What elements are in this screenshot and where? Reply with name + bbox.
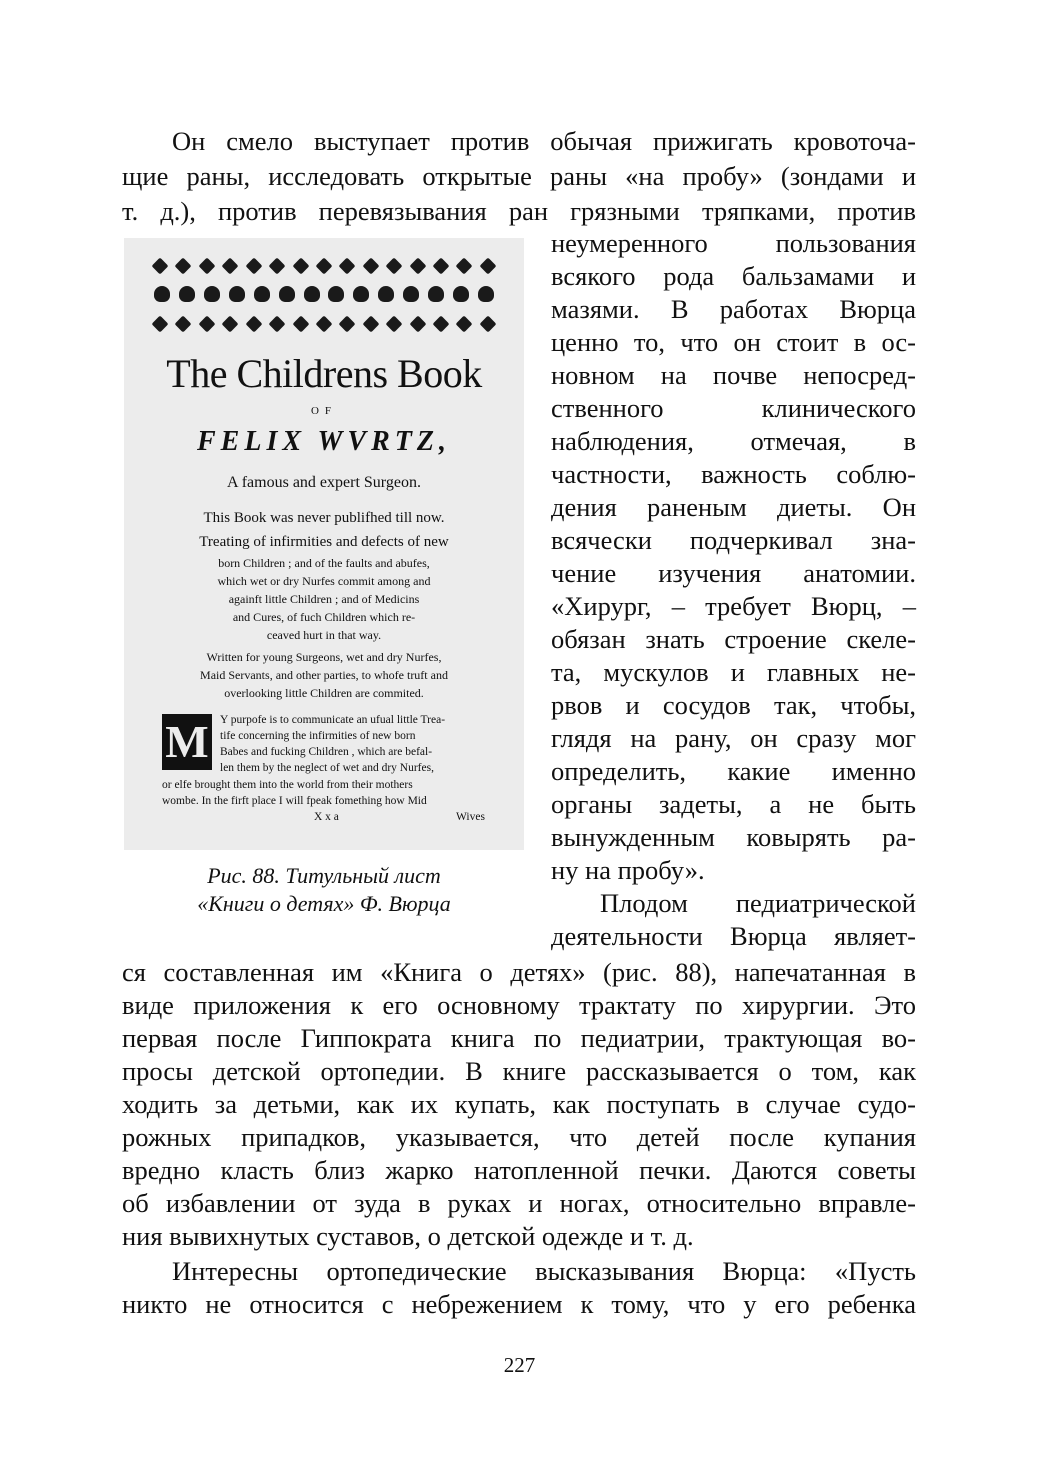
text-line-top-2: щие раны, исследовать открытые раны «на пробу» (зондами и [122,161,916,191]
text-line-bottom: рожных припадков, указывается, что детей после купания [122,1122,916,1152]
figure-line: againft little Children ; and of Medicins [228,592,420,606]
text-line-side: обязан знать строение скеле- [551,624,916,654]
text-line-side: глядя на рану, он сразу мог [551,723,916,753]
title-page-figure [124,238,524,850]
figure-title: The Childrens Book [166,351,482,396]
text-line-top-1: Он смело выступает против обычая прижигать кровоточа- [172,126,916,156]
figure-caption-line-1: Рис. 88. Титульный лист [207,863,441,888]
figure-line: This Book was never publifhed till now. [203,510,445,526]
ornament-row-icon [154,314,494,334]
figure-line: which wet or dry Nurfes commit among and [217,574,431,588]
text-line-side: органы задеты, а не быть [551,789,916,819]
figure-para-line: or elfe brought them into the world from their mothers [162,779,413,791]
text-line-bottom: просы детской ортопедии. В книге рассказывается о том, как [122,1056,916,1086]
figure-para-line: Wives [456,811,485,823]
text-line-side: наблюдения, отмечая, в [551,426,916,456]
text-line-side: та, мускулов и главных не- [551,657,916,687]
text-line-side: Плодом педиатрической [600,888,916,918]
figure-para-line: X x a [314,811,339,823]
text-line-side: деятельности Вюрца являет- [551,921,916,951]
figure-para-line: wombe. In the firft place I will fpeak fomething how Mid [162,795,427,807]
text-line-bottom: никто не относится с небрежением к тому, что у его ребенка [122,1289,916,1319]
figure-para-line: tife concerning the infirmities of new born [220,730,416,742]
text-line-side: ну на пробу». [551,855,705,885]
text-line-side: ственного клинического [551,393,916,423]
text-line-side: определить, какие именно [551,756,916,786]
text-line-side: неумеренного пользования [551,228,916,258]
text-line-side: вынужденным ковырять ра- [551,822,916,852]
text-line-bottom: ся составленная им «Книга о детях» (рис. 88), напечатанная в [122,957,916,987]
figure-line: Maid Servants, and other parties, to whofe truft and [200,668,448,682]
text-line-bottom: первая после Гиппократа книга по педиатрии, трактующая во- [122,1023,916,1053]
text-line-bottom: ния вывихнутых суставов, о детской одежде и т. д. [122,1221,694,1251]
text-line-side: чение изучения анатомии. [551,558,916,588]
drop-cap: M [162,714,212,770]
text-line-top-3: т. д.), против перевязывания ран грязными тряпками, против [122,196,916,226]
figure-para-line: Babes and fucking Children , which are befal- [220,746,433,758]
figure-para-line: len them by the neglect of wet and dry Nurfes, [220,762,434,774]
figure-caption-line-2: «Книги о детях» Ф. Вюрца [197,891,451,916]
text-line-bottom: виде приложения к его основному трактату по хирургии. Это [122,990,916,1020]
text-line-bottom: об избавлении от зуда в руках и ногах, относительно вправле- [122,1188,916,1218]
figure-para-line: Y purpofe is to communicate an ufual little Trea- [220,714,446,726]
figure-line: and Cures, of fuch Children which re- [232,610,416,624]
figure-of: OF [310,405,338,417]
figure-line: born Children ; and of the faults and abufes, [218,556,430,570]
figure-line: ceaved hurt in that way. [266,628,382,642]
text-line-bottom: вредно класть близ жарко натопленной печки. Даются советы [122,1155,916,1185]
figure-line: Treating of infirmities and defects of new [199,534,449,550]
figure-line: Written for young Surgeons, wet and dry Nurfes, [206,650,442,664]
page-number: 227 [503,1353,536,1377]
text-line-side: всякого рода бальзамами и [551,261,916,291]
text-line-bottom: ходить за детьми, как их купать, как поступать в случае судо- [122,1089,916,1119]
figure-line: overlooking little Children are commited. [224,686,424,700]
text-line-side: новном на почве непосред- [551,360,916,390]
text-line-side: всячески подчеркивал зна- [551,525,916,555]
text-line-side: частности, важность соблю- [551,459,916,489]
text-line-side: дения раненым диеты. Он [551,492,916,522]
ornament-row-icon [154,284,494,304]
ornament-row-icon [154,256,494,276]
figure-author: FELIX WVRTZ, [197,426,451,457]
text-line-bottom: Интересны ортопедические высказывания Вюрца: «Пусть [172,1256,916,1286]
text-line-side: мазями. В работах Вюрца [551,294,916,324]
text-line-side: «Хирург, – требует Вюрц, – [551,591,916,621]
text-line-side: ценно то, что он стоит в ос- [551,327,916,357]
text-line-side: рвов и сосудов так, чтобы, [551,690,916,720]
figure-subtitle: A famous and expert Surgeon. [227,474,421,491]
